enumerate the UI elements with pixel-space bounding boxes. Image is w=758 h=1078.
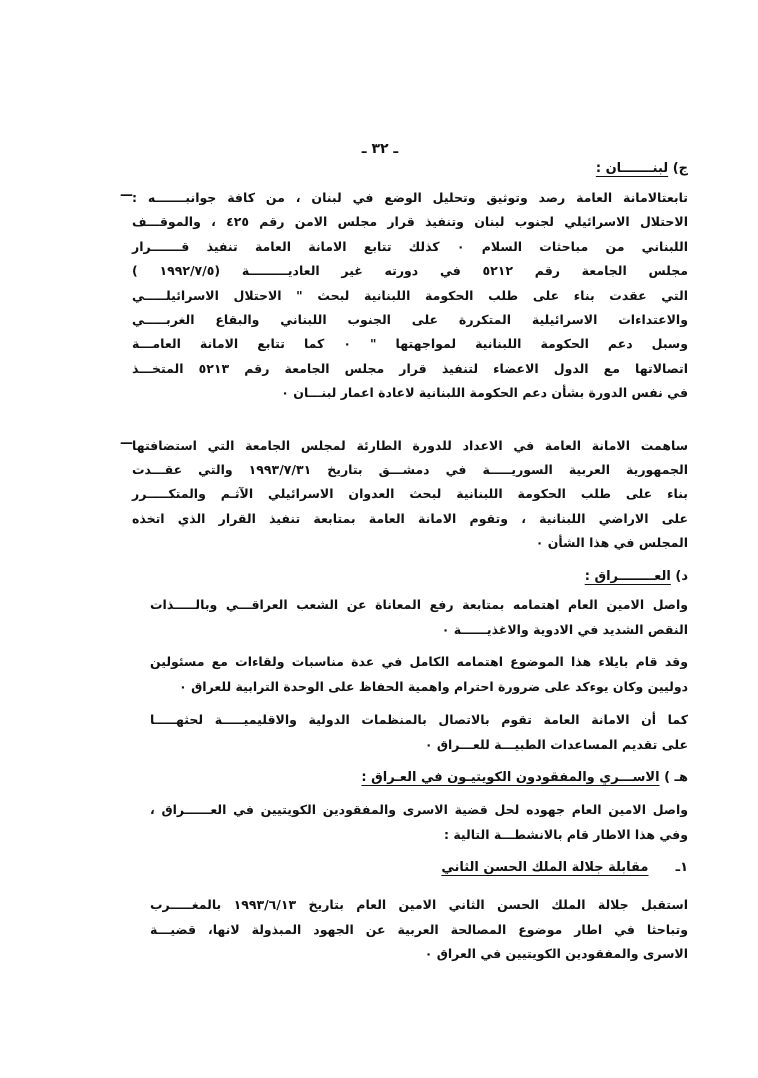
text-line: بناء على طلب الحكومة اللبنانية لبحث العدوان الاسرائيلي الآثـم والمتكـــــرر <box>132 486 688 502</box>
text-line: اتصالاتها مع الدول الاعضاء لتنفيذ قرار مجلس الجامعة رقم ٥٢١٣ المتخـــذ <box>132 360 688 376</box>
text-line: المجلس في هذا الشأن ۰ <box>535 534 688 550</box>
section-marker: هـ ) <box>664 770 688 785</box>
text-line: الاسرى والمفقودين الكويتيين في العراق ۰ <box>424 946 688 961</box>
text-line: مجلس الجامعة رقم ٥٢١٢ في دورته غير العاديـــــــــة (١٩٩٢/٧/٥ ) <box>132 263 688 279</box>
item-title: مقابلة جلالة الملك الحسن الثاني <box>441 860 649 875</box>
text-line: النقص الشديد في الادوية والاغذيــــــة ۰ <box>441 622 688 637</box>
section-heading-kuwaiti-prisoners <box>361 770 688 785</box>
text-line: واصل الامين العام جهوده لحل قضية الاسرى والمفقودين الكويتيين في العــــــراق ، <box>150 802 688 817</box>
text-line: الجمهورية العربية السوريـــــة في دمشـــق بتاريخ ١٩٩٣/٧/٣١ والتي عقـــدت <box>132 462 688 478</box>
section-heading-iraq <box>585 569 688 584</box>
text-line: على تقديم المساعدات الطبيـــة للعـــراق ۰ <box>424 737 688 752</box>
section-marker: ج) <box>672 161 688 176</box>
text-line: استقبل جلالة الملك الحسن الثاني الامين العام بتاريخ ١٩٩٣/٦/١٣ بالمغـــــرب <box>150 897 688 912</box>
text-line: كما أن الامانة العامة تقوم بالاتصال بالمنظمات الدولية والاقليميـــــة لحثهـــــا <box>150 712 688 727</box>
bullet-dash: — <box>120 188 133 203</box>
section-title: العــــــــراق : <box>584 569 671 584</box>
section-title: الاســـري والمفقودون الكويتيـون في العـراق : <box>361 770 660 785</box>
section-title: لبنـــــــان : <box>595 161 669 176</box>
page-number: ـ ٣٢ ـ <box>361 141 399 157</box>
text-line: وتباحثا في اطار موضوع المصالحة العربية عن الجهود المبذولة لانها، قضيـــة <box>150 921 688 937</box>
text-line: وقد قام بايلاء هذا الموضوع اهتمامه الكامل في عدة مناسبات ولقاءات مع مسئولين <box>150 654 688 669</box>
text-line: اللبناني من مباحثات السلام ۰ كذلك تتابع الامانة العامة تنفيذ قـــــــرار <box>132 238 689 254</box>
text-line: الاحتلال الاسرائيلي لجنوب لبنان وتنفيذ قرار مجلس الامن رقم ٤٢٥ ، والموقـــف <box>132 214 688 230</box>
text-line: وسبل دعم الحكومة اللبنانية لمواجهتها " ۰ كما تتابع الامانة العامـــة <box>132 336 688 352</box>
text-line: التي عقدت بناء على طلب الحكومة اللبنانية لبحث " الاحتلال الاسرائيلـــــي <box>132 287 688 303</box>
bullet-dash: — <box>120 436 133 451</box>
text-line: وفي هذا الاطار قام بالانشطـــة التالية : <box>443 827 688 842</box>
text-line: واصل الامين العام اهتمامه بمتابعة رفع المعاناة عن الشعب العراقـــي وبالـــــذات <box>150 597 688 612</box>
text-line: والاعتداءات الاسرائيلية المتكررة على الجنوب اللبناني والبقاع الغربـــــي <box>132 312 688 327</box>
item-heading <box>441 860 688 875</box>
section-marker: د) <box>675 569 688 584</box>
section-heading-lebanon <box>596 161 688 176</box>
text-line: تابعتالامانة العامة رصد وتوثيق وتحليل الوضع في لبنان ، من كافة جوانبـــــــه : <box>132 190 688 205</box>
text-line: في نفس الدورة بشأن دعم الحكومة اللبنانية لاعادة اعمار لبنـــان ۰ <box>281 385 688 401</box>
text-line: على الاراضي اللبنانية ، وتقوم الامانة العامة بمتابعة تنفيذ القرار الذي اتخذه <box>132 510 688 526</box>
item-number: ١ـ <box>675 860 688 875</box>
text-line: دوليين وكان يوءكد على ضرورة احترام واهمية الحفاظ على الوحدة الترابية للعراق ۰ <box>179 679 688 694</box>
text-line: ساهمت الامانة العامة في الاعداد للدورة الطارئة لمجلس الجامعة التي استضافتها <box>132 438 688 453</box>
